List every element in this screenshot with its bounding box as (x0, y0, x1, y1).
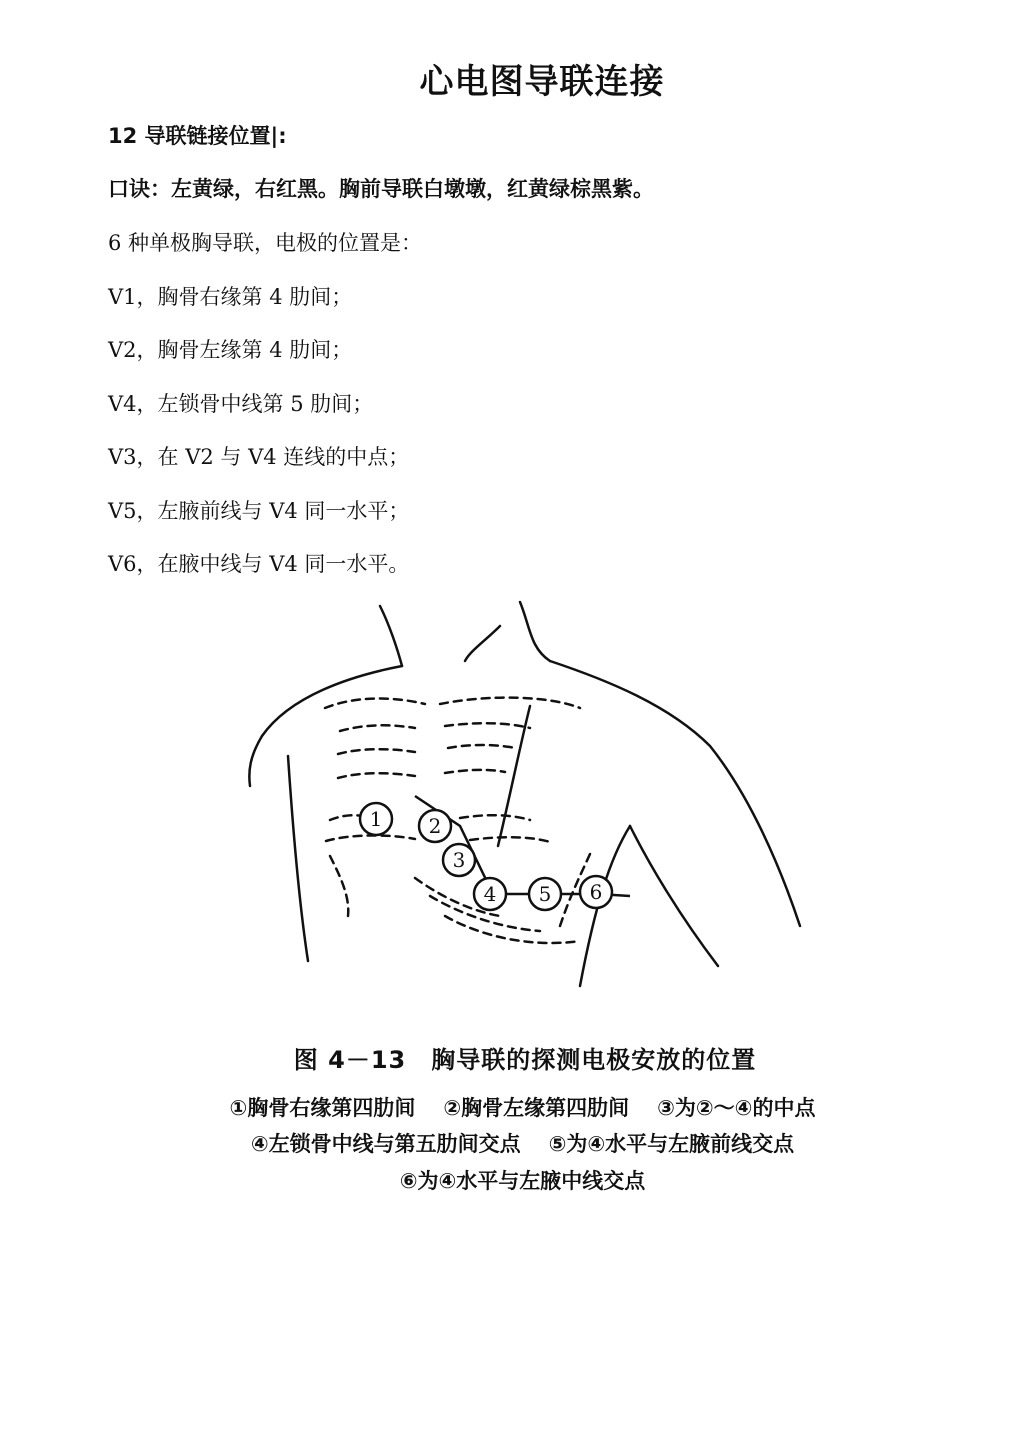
rib-left-5 (326, 835, 415, 841)
caption-item-5: ⑤为④水平与左腋前线交点 (548, 1132, 795, 1156)
clavicle-right (440, 698, 580, 708)
rib-lower-3 (445, 916, 580, 943)
left-arm-outline (288, 756, 308, 961)
sternum-line (498, 706, 530, 846)
page-title: 心电图导联连接 (419, 62, 665, 102)
rib-right-3 (445, 770, 505, 773)
caption-item-4: ④左锁骨中线与第五肋间交点 (250, 1132, 521, 1156)
lead-v5: V5，左腋前线与 V4 同一水平； (108, 499, 410, 523)
electrode-v5-label: 5 (538, 882, 552, 906)
figure-caption-title: 图 4－13 胸导联的探测电极安放的位置 (293, 1046, 757, 1074)
lead-v6: V6，在腋中线与 V4 同一水平。 (108, 552, 410, 576)
rib-left-2 (338, 749, 415, 754)
subtitle: 12 导联链接位置|: (108, 124, 287, 148)
rib-right-2 (448, 745, 515, 748)
electrode-v4-label: 4 (483, 882, 497, 906)
caption-item-6: ⑥为④水平与左腋中线交点 (399, 1169, 646, 1193)
chest-lead-diagram (230, 596, 830, 1026)
caption-row-3 (0, 1165, 1024, 1195)
clavicle-left (325, 699, 425, 709)
caption-row-1 (0, 1092, 1024, 1122)
costal-margin-left (330, 856, 348, 916)
intro-text: 6 种单极胸导联，电极的位置是： (108, 231, 423, 255)
electrode-v3-label: 3 (452, 848, 466, 872)
neck-right-inner (465, 626, 500, 661)
caption-row-2 (0, 1128, 1024, 1158)
caption-item-2: ②胸骨左缘第四肋间 (443, 1096, 630, 1120)
electrode-v6-label: 6 (589, 880, 603, 904)
electrode-v2-label: 2 (428, 814, 442, 838)
right-arm-outline (630, 826, 718, 966)
lead-v4: V4，左锁骨中线第 5 肋间； (108, 392, 374, 416)
left-shoulder-outline (249, 666, 402, 786)
rib-right-1 (445, 723, 530, 728)
rib-left-3 (338, 773, 415, 778)
caption-item-1: ①胸骨右缘第四肋间 (229, 1096, 416, 1120)
rib-right-5 (470, 837, 550, 842)
mnemonic: 口诀：左黄绿，右红黑。胸前导联白墩墩，红黄绿棕黑紫。 (108, 177, 654, 201)
lead-v2: V2，胸骨左缘第 4 肋间； (108, 338, 353, 362)
caption-item-3: ③为②～④的中点 (657, 1096, 816, 1120)
neck-right-outline (520, 602, 550, 661)
rib-left-1 (340, 725, 415, 731)
rib-right-4 (460, 815, 530, 820)
lead-v3: V3，在 V2 与 V4 连线的中点； (108, 445, 410, 469)
electrode-v1-label: 1 (369, 807, 383, 831)
lead-v1: V1，胸骨右缘第 4 肋间； (108, 285, 353, 309)
neck-left-outline (380, 606, 402, 666)
